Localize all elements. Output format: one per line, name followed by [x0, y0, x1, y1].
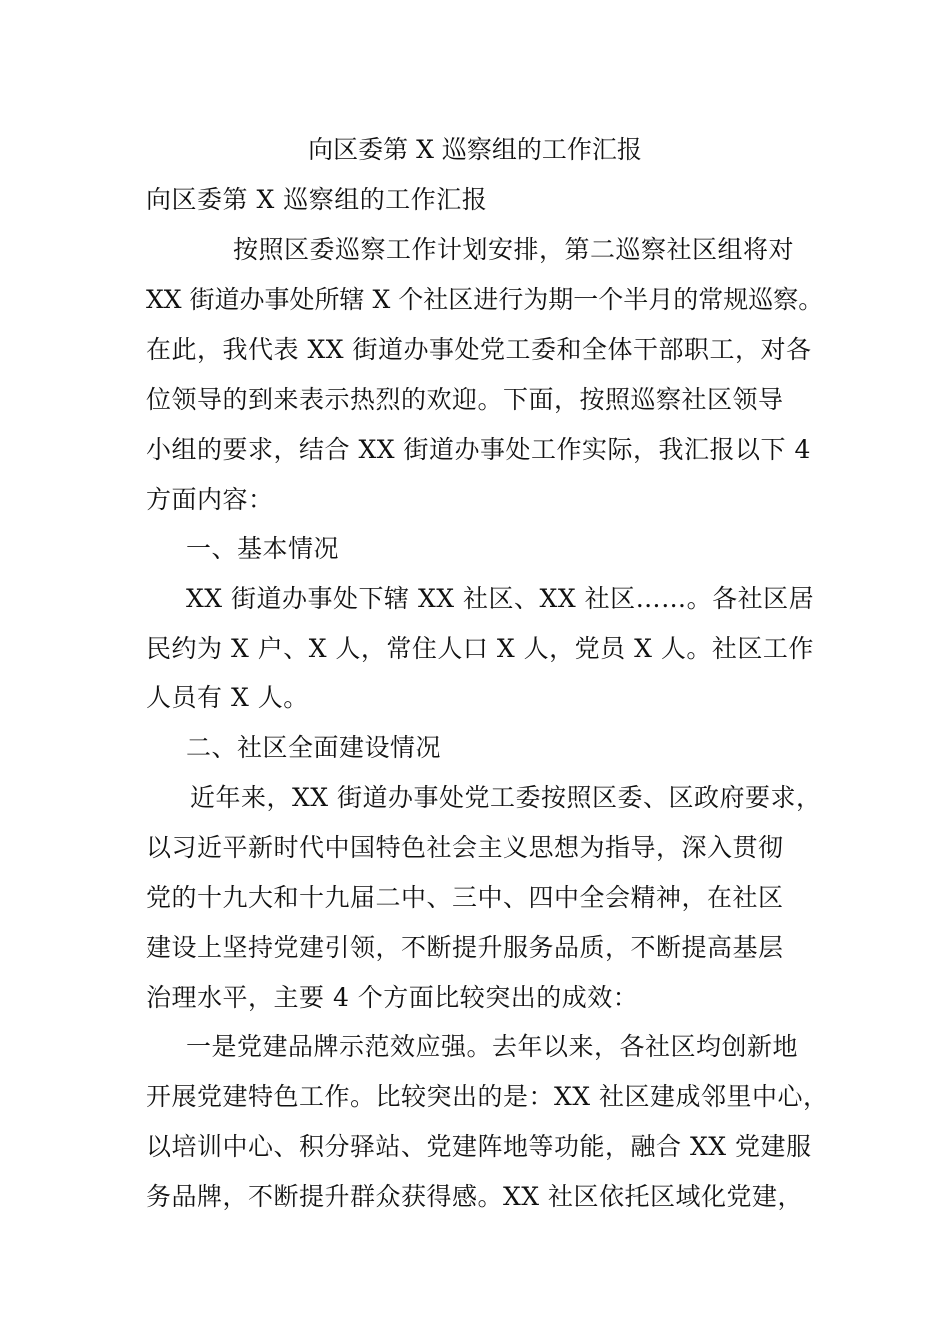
- text-line: 方面内容：: [146, 485, 274, 514]
- section-heading: 一、基本情况: [186, 534, 340, 563]
- text-line: 党的十九大和十九届二中、三中、四中全会精神，在社区: [146, 883, 784, 912]
- text-line: 向区委第 X 巡察组的工作汇报: [146, 185, 488, 214]
- text-line: 按照区委巡察工作计划安排，第二巡察社区组将对: [233, 235, 795, 264]
- text-line: XX 街道办事处下辖 XX 社区、XX 社区……。各社区居: [186, 584, 815, 613]
- text-line: 治理水平，主要 4 个方面比较突出的成效：: [146, 983, 639, 1012]
- text-line: 人员有 X 人。: [146, 683, 309, 712]
- text-line: 小组的要求，结合 XX 街道办事处工作实际，我汇报以下 4: [146, 435, 811, 464]
- text-line: 在此，我代表 XX 街道办事处党工委和全体干部职工，对各: [146, 335, 812, 364]
- text-line: 位领导的到来表示热烈的欢迎。下面，按照巡察社区领导: [146, 385, 784, 414]
- text-line: 一是党建品牌示范效应强。去年以来，各社区均创新地: [186, 1032, 799, 1061]
- section-heading: 二、社区全面建设情况: [186, 733, 442, 762]
- text-line: 近年来，XX 街道办事处党工委按照区委、区政府要求，: [190, 783, 822, 812]
- text-line: 民约为 X 户、X 人，常住人口 X 人，党员 X 人。社区工作: [146, 634, 814, 663]
- text-line: 务品牌，不断提升群众获得感。XX 社区依托区域化党建，: [146, 1182, 804, 1211]
- document-title: 向区委第 X 巡察组的工作汇报: [308, 135, 642, 164]
- text-line: 以习近平新时代中国特色社会主义思想为指导，深入贯彻: [146, 833, 784, 862]
- text-line: 以培训中心、积分驿站、党建阵地等功能，融合 XX 党建服: [146, 1132, 812, 1161]
- text-line: XX 街道办事处所辖 X 个社区进行为期一个半月的常规巡察。: [146, 285, 824, 314]
- text-line: 建设上坚持党建引领，不断提升服务品质，不断提高基层: [146, 933, 784, 962]
- text-line: 开展党建特色工作。比较突出的是：XX 社区建成邻里中心，: [146, 1082, 829, 1111]
